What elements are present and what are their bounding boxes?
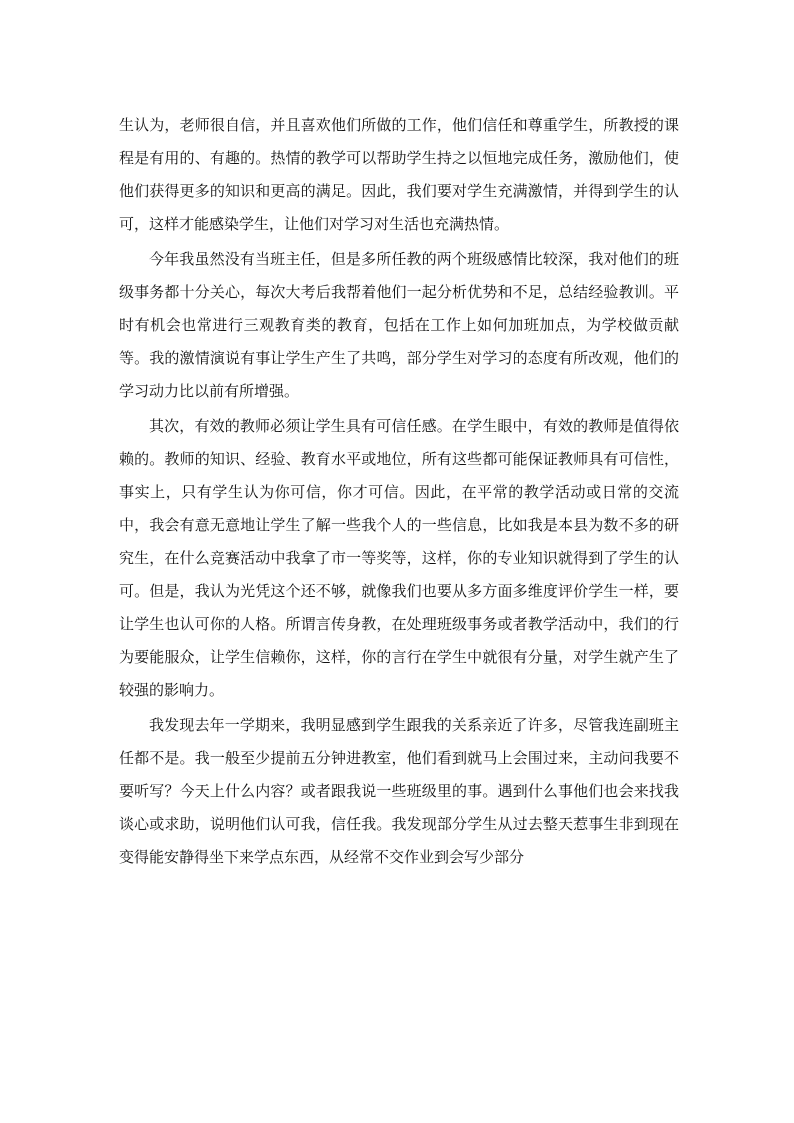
paragraph-4: 我发现去年一学期来，我明显感到学生跟我的关系亲近了许多，尽管我连副班主任都不是。我一般至少提前五分钟进教室，他们看到就马上会围过来，主动问我要不要听写？今天上什么内容？或者跟我说一些班级里的事。遇到什么事他们也会来找我谈心或求助，说明他们认可我，信任我。我发现部分学生从过去整天惹事生非到现在变得能安静得坐下来学点东西，从经常不交作业到会写少部分 [119,716,679,866]
paragraph-2: 今年我虽然没有当班主任，但是多所任教的两个班级感情比较深，我对他们的班级事务都十分关心，每次大考后我帮着他们一起分析优势和不足，总结经验教训。平时有机会也常进行三观教育类的教育，包括在工作上如何加班加点，为学校做贡献等。我的激情演说有事让学生产生了共鸣，部分学生对学习的态度有所改观，他们的学习动力比以前有所增强。 [119,250,679,400]
paragraph-1: 生认为，老师很自信，并且喜欢他们所做的工作，他们信任和尊重学生，所教授的课程是有用的、有趣的。热情的教学可以帮助学生持之以恒地完成任务，激励他们，使他们获得更多的知识和更高的满足。因此，我们要对学生充满激情，并得到学生的认可，这样才能感染学生，让他们对学习对生活也充满热情。 [119,116,679,233]
paragraph-3: 其次，有效的教师必须让学生具有可信任感。在学生眼中，有效的教师是值得依赖的。教师的知识、经验、教育水平或地位，所有这些都可能保证教师具有可信性，事实上，只有学生认为你可信，你才可信。因此，在平常的教学活动或日常的交流中，我会有意无意地让学生了解一些我个人的一些信息，比如我是本县为数不多的研究生，在什么竞赛活动中我拿了市一等奖等，这样，你的专业知识就得到了学生的认可。但是，我认为光凭这个还不够，就像我们也要从多方面多维度评价学生一样，要让学生也认可你的人格。所谓言传身教，在处理班级事务或者教学活动中，我们的行为要能服众，让学生信赖你，这样，你的言行在学生中就很有分量，对学生就产生了较强的影响力。 [119,417,679,699]
document-body [119,109,679,876]
